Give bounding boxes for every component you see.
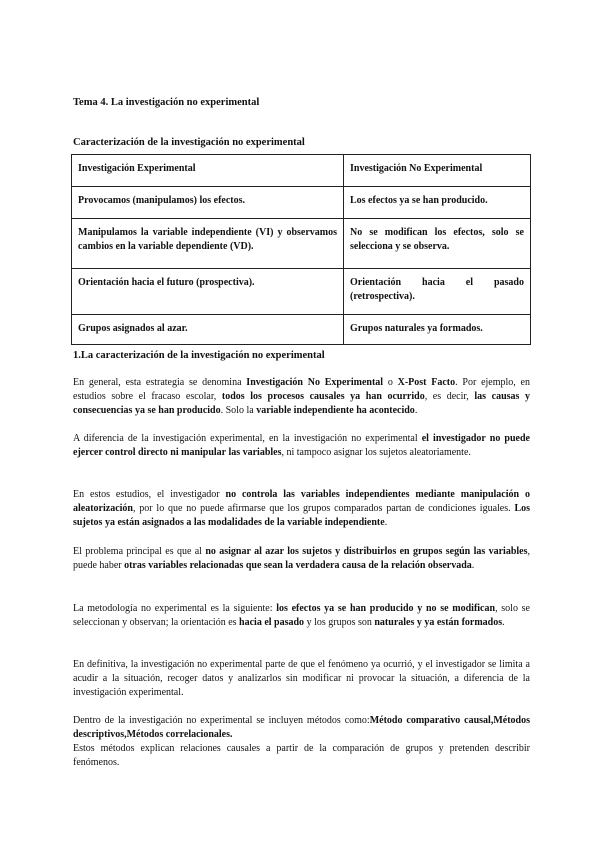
table-header-row	[72, 155, 531, 187]
table-cell: Los efectos ya se han producido.	[344, 187, 531, 219]
table-cell: Provocamos (manipulamos) los efectos.	[72, 187, 344, 219]
paragraph-2: A diferencia de la investigación experimental, en la investigación no experimental el investigador no puede ejercer control directo ni manipular las variables, ni tampoco asignar los sujetos aleatoriamente.	[73, 433, 530, 458]
comparison-table	[71, 154, 531, 345]
table-row	[72, 315, 531, 345]
table-row	[72, 187, 531, 219]
paragraph-4: El problema principal es que al no asignar al azar los sujetos y distribuirlos en grupos según las variables, puede haber otras variables relacionadas que sean la verdadera causa de la relación observada.	[73, 546, 530, 571]
paragraph-7: Dentro de la investigación no experimental se incluyen métodos como:Método comparativo causal,Métodos descriptivos,Métodos correlacionales. Estos métodos explican relaciones causales a partir de la comparación de grupos y pretenden describir fenómenos.	[73, 715, 530, 768]
paragraph-3: En estos estudios, el investigador no controla las variables independientes mediante manipulación o aleatorización, por lo que no puede afirmarse que los grupos comparados partan de condiciones iguales. Los sujetos ya están asignados a las modalidades de la variable independiente.	[73, 489, 530, 528]
table-header-cell: Investigación No Experimental	[344, 155, 531, 187]
table-header-cell: Investigación Experimental	[72, 155, 344, 187]
paragraph-5: La metodología no experimental es la siguiente: los efectos ya se han producido y no se modifican, solo se seleccionan y observan; la orientación es hacia el pasado y los grupos son naturales y ya están formados.	[73, 603, 530, 628]
paragraph-1: En general, esta estrategia se denomina Investigación No Experimental o X-Post Facto. Por ejemplo, en estudios sobre el fracaso escolar, todos los procesos causales ya han ocurrido, es decir, las causas y consecuencias ya se han producido. Solo la variable independiente ha acontecido.	[73, 377, 531, 416]
document-title: Tema 4. La investigación no experimental	[73, 97, 260, 108]
section-heading: 1.La caracterización de la investigación no experimental	[73, 350, 325, 361]
table-cell: Grupos naturales ya formados.	[344, 315, 531, 345]
table-cell: Orientación hacia el futuro (prospectiva).	[72, 269, 344, 315]
table-cell: Grupos asignados al azar.	[72, 315, 344, 345]
paragraph-6: En definitiva, la investigación no experimental parte de que el fenómeno ya ocurrió, y el investigador se limita a acudir a la situación, recoger datos y analizarlos sin modificar ni provocar la situación, a diferencia de la investigación experimental.	[73, 659, 530, 698]
table-cell: Orientación hacia el pasado (retrospectiva).	[344, 269, 531, 315]
table-cell: No se modifican los efectos, solo se selecciona y se observa.	[344, 219, 531, 269]
table-row	[72, 269, 531, 315]
table-row	[72, 219, 531, 269]
table-caption: Caracterización de la investigación no experimental	[73, 137, 305, 148]
table-cell: Manipulamos la variable independiente (VI) y observamos cambios en la variable dependiente (VD).	[72, 219, 344, 269]
